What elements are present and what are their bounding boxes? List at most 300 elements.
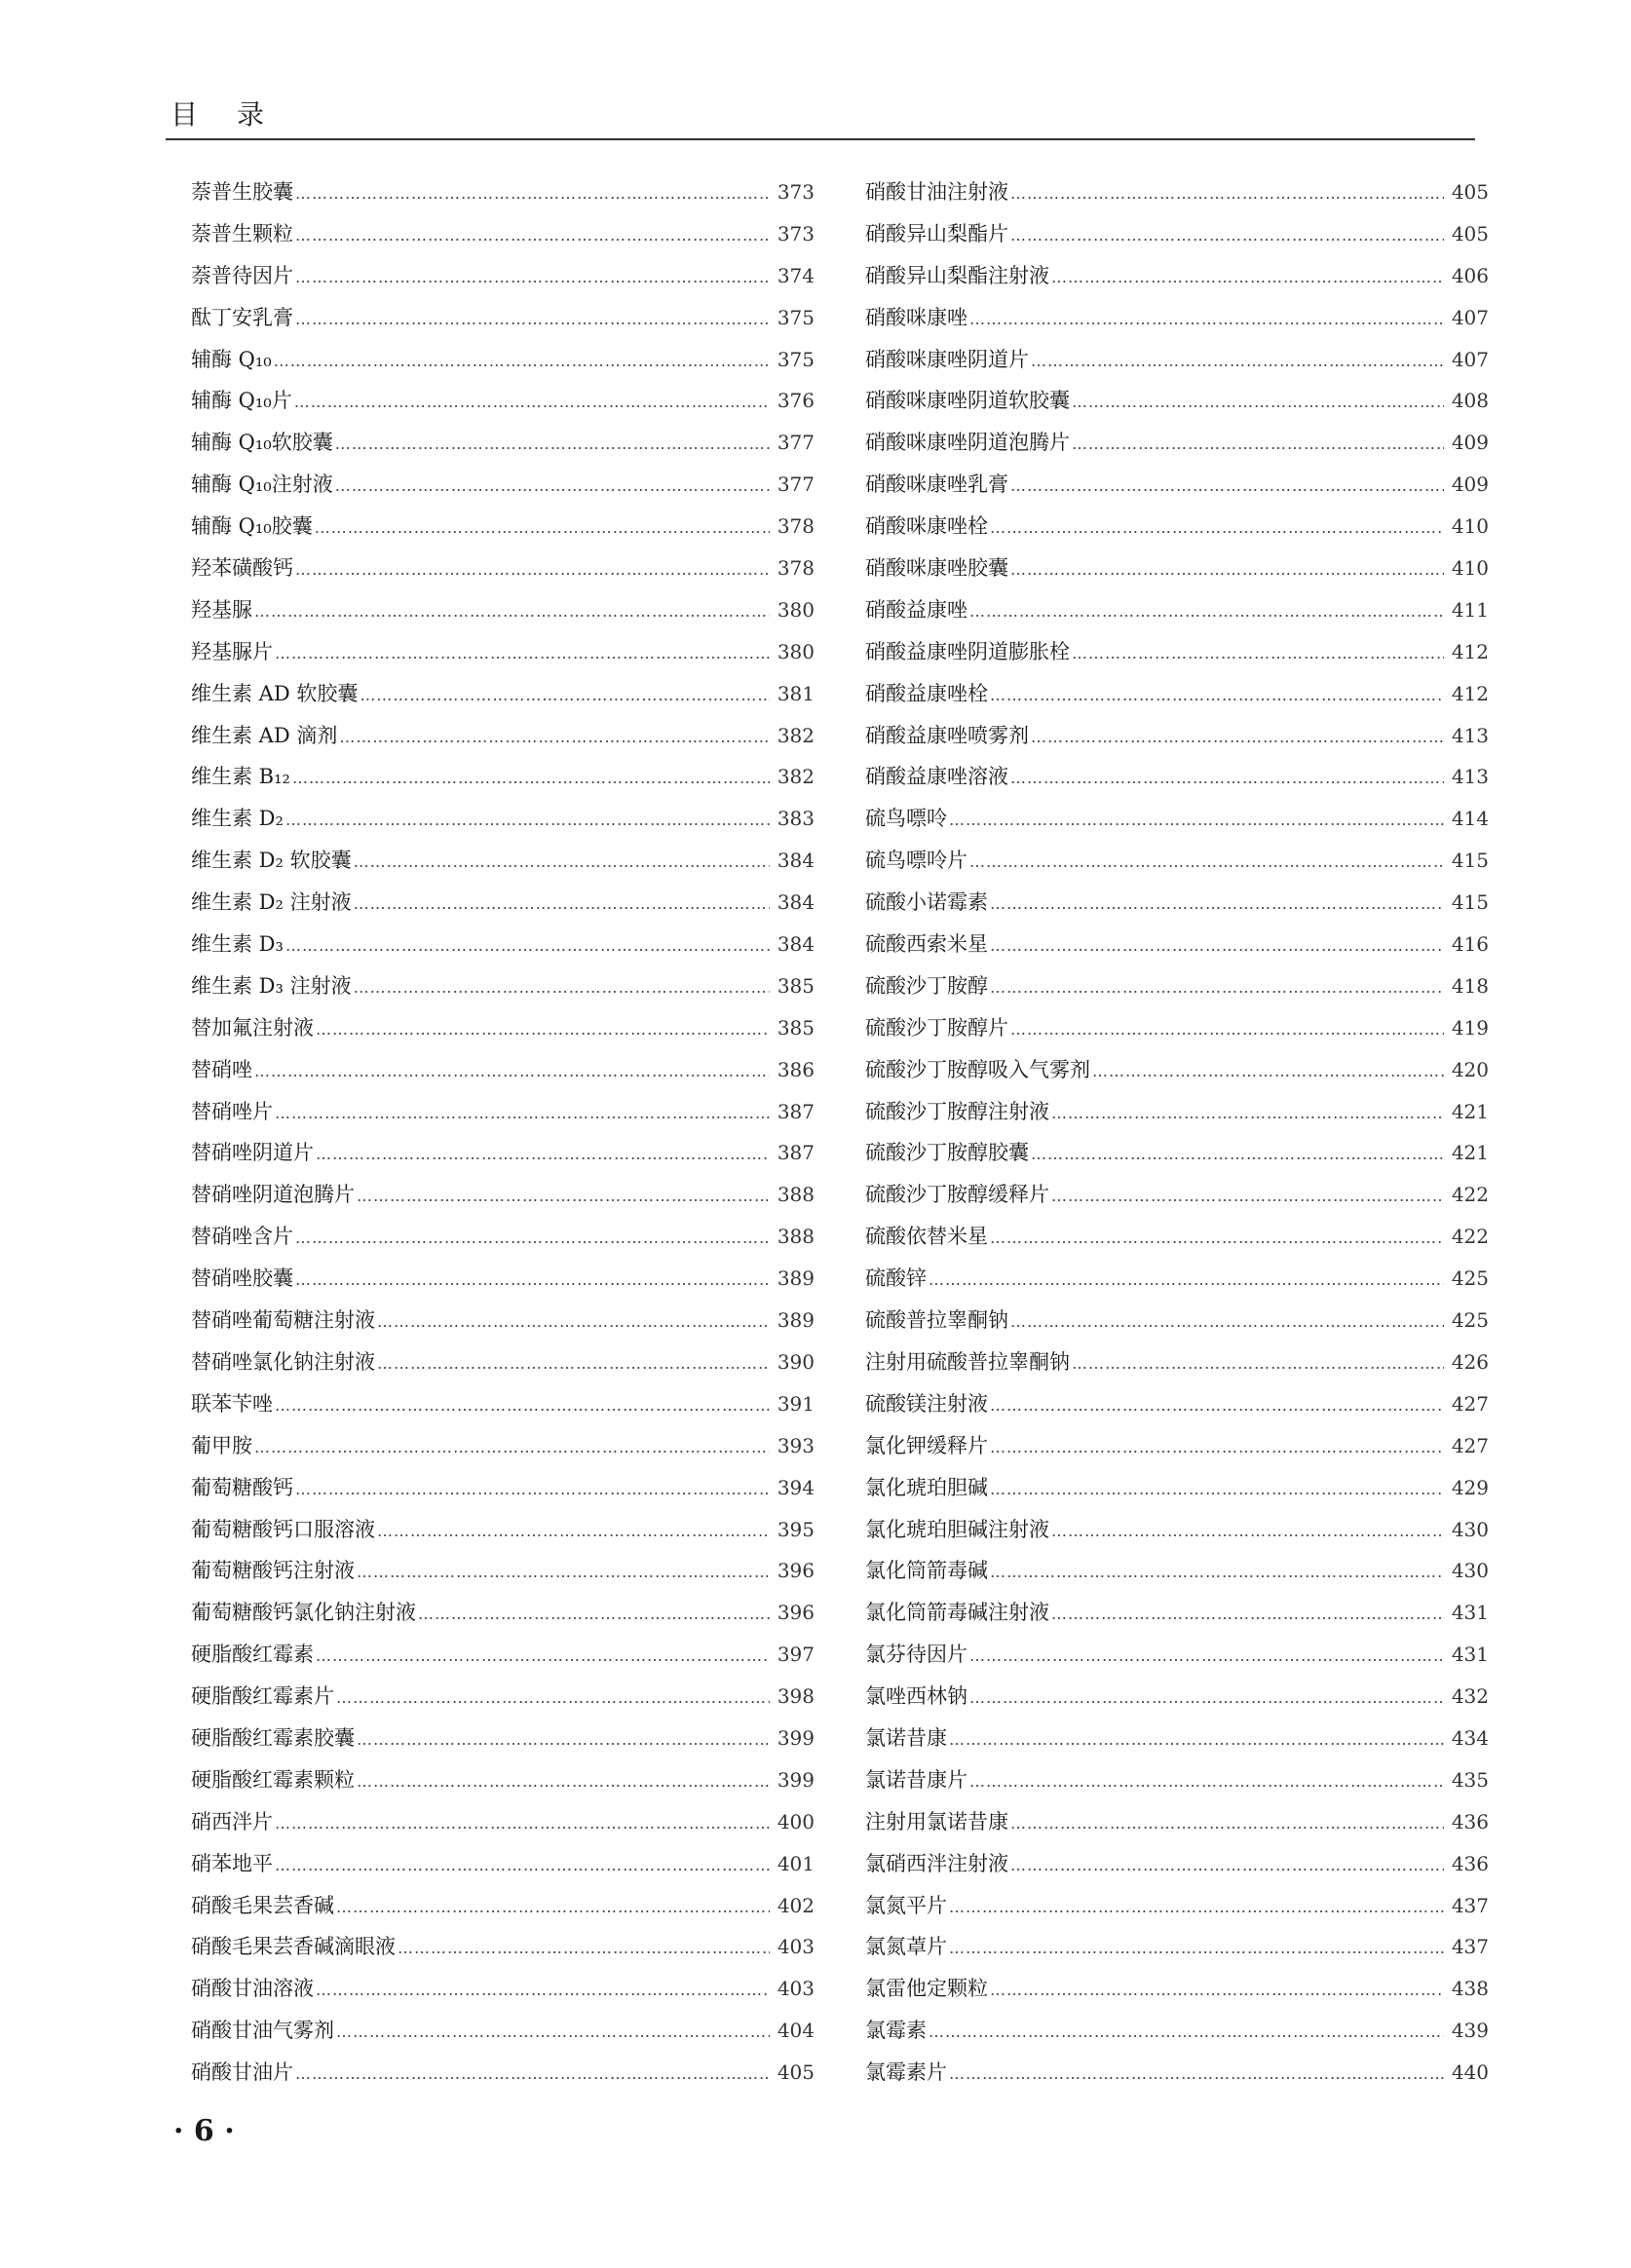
toc-entry-title: 维生素 AD 软胶囊 — [191, 681, 359, 705]
toc-entry-title: 硝酸益康唑栓 — [865, 681, 988, 705]
toc-entry-page: 415 — [1451, 849, 1489, 873]
toc-entry-title: 氯硝西泮注射液 — [865, 1851, 1008, 1875]
toc-entry-page: 422 — [1451, 1183, 1489, 1207]
toc-entry-page: 412 — [1451, 681, 1489, 705]
toc-entry[interactable] — [191, 1555, 815, 1597]
toc-leader-dots — [274, 352, 770, 370]
toc-entry-page: 399 — [777, 1767, 815, 1792]
toc-leader-dots — [335, 435, 770, 453]
toc-entry-page: 409 — [1451, 472, 1489, 497]
toc-entry-title: 维生素 D₃ 注射液 — [191, 973, 352, 998]
toc-entry-title: 硫鸟嘌呤片 — [865, 849, 967, 873]
toc-leader-dots — [295, 268, 770, 286]
toc-leader-dots — [949, 1939, 1444, 1957]
toc-entry-title: 硫酸普拉睾酮钠 — [865, 1308, 1008, 1333]
toc-entry[interactable] — [865, 385, 1489, 427]
toc-entry-title: 氯芬待因片 — [865, 1643, 967, 1667]
toc-leader-dots — [1010, 769, 1444, 787]
toc-entry-title: 替硝唑片 — [191, 1099, 273, 1123]
toc-entry[interactable] — [191, 302, 815, 344]
toc-entry[interactable] — [865, 970, 1489, 1012]
toc-entry[interactable] — [191, 510, 815, 552]
toc-leader-dots — [315, 518, 770, 537]
toc-entry-title: 硫酸沙丁胺醇缓释片 — [865, 1183, 1049, 1207]
toc-entry[interactable] — [191, 594, 815, 636]
toc-entry-page: 380 — [777, 639, 815, 663]
toc-entry[interactable] — [191, 1221, 815, 1263]
toc-entry-title: 硬脂酸红霉素片 — [191, 1684, 334, 1709]
toc-leader-dots — [990, 1228, 1444, 1247]
toc-entry-page: 437 — [1451, 1893, 1489, 1917]
page-header-title: 目录 — [171, 98, 304, 131]
toc-leader-dots — [357, 1563, 770, 1581]
toc-entry[interactable] — [191, 552, 815, 594]
toc-entry-title: 羟苯磺酸钙 — [191, 556, 293, 581]
toc-entry-title: 葡萄糖酸钙 — [191, 1475, 293, 1499]
toc-entry-page: 398 — [777, 1684, 815, 1709]
toc-entry-page: 388 — [777, 1183, 815, 1207]
toc-leader-dots — [1010, 184, 1444, 203]
toc-entry-title: 硫酸小诺霉素 — [865, 890, 988, 915]
toc-entry[interactable] — [865, 803, 1489, 845]
toc-entry-page: 386 — [777, 1057, 815, 1081]
toc-entry[interactable] — [191, 845, 815, 887]
toc-entry-title: 替加氟注射液 — [191, 1015, 314, 1040]
toc-leader-dots — [949, 811, 1444, 829]
toc-entry-page: 430 — [1451, 1559, 1489, 1583]
toc-entry[interactable] — [191, 1472, 815, 1514]
toc-entry-title: 维生素 B₁₂ — [191, 765, 290, 789]
toc-entry-page: 387 — [777, 1099, 815, 1123]
toc-entry[interactable] — [191, 720, 815, 762]
toc-entry-title: 氯化琥珀胆碱 — [865, 1475, 988, 1499]
toc-entry-page: 427 — [1451, 1391, 1489, 1416]
toc-entry-page: 385 — [777, 1015, 815, 1040]
toc-entry[interactable] — [865, 1221, 1489, 1263]
toc-column-right — [865, 176, 1489, 2098]
toc-entry[interactable] — [865, 1137, 1489, 1179]
toc-entry[interactable] — [191, 1388, 815, 1430]
toc-leader-dots — [1092, 1062, 1444, 1080]
toc-entry-page: 389 — [777, 1266, 815, 1291]
toc-entry-title: 萘普生颗粒 — [191, 221, 293, 246]
toc-entry[interactable] — [191, 1890, 815, 1932]
toc-leader-dots — [929, 2022, 1444, 2041]
toc-entry-page: 400 — [777, 1809, 815, 1833]
toc-entry[interactable] — [865, 887, 1489, 928]
toc-entry[interactable] — [191, 2015, 815, 2057]
toc-entry-title: 硝苯地平 — [191, 1851, 273, 1875]
toc-leader-dots — [990, 1480, 1444, 1498]
toc-entry[interactable] — [191, 2057, 815, 2098]
toc-entry-page: 389 — [777, 1308, 815, 1333]
toc-entry[interactable] — [865, 1931, 1489, 1973]
toc-entry-page: 431 — [1451, 1643, 1489, 1667]
toc-entry[interactable] — [865, 427, 1489, 469]
toc-entry[interactable] — [865, 761, 1489, 803]
toc-entry-title: 萘普生胶囊 — [191, 180, 293, 204]
toc-entry-title: 联苯苄唑 — [191, 1391, 273, 1416]
toc-entry[interactable] — [191, 887, 815, 928]
toc-entry-title: 硝酸咪康唑阴道泡腾片 — [865, 431, 1070, 455]
toc-leader-dots — [398, 1939, 770, 1957]
toc-leader-dots — [275, 1856, 770, 1874]
toc-entry-page: 413 — [1451, 765, 1489, 789]
toc-entry[interactable] — [191, 1137, 815, 1179]
toc-entry[interactable] — [191, 1096, 815, 1138]
toc-leader-dots — [295, 560, 770, 579]
toc-entry-page: 413 — [1451, 723, 1489, 747]
toc-entry[interactable] — [191, 1179, 815, 1221]
toc-entry-page: 410 — [1451, 556, 1489, 581]
toc-leader-dots — [377, 1354, 770, 1373]
toc-entry-page: 390 — [777, 1349, 815, 1374]
toc-entry[interactable] — [191, 176, 815, 218]
toc-entry[interactable] — [865, 1764, 1489, 1806]
toc-entry-page: 384 — [777, 849, 815, 873]
toc-entry-title: 辅酶 Q₁₀注射液 — [191, 472, 333, 497]
toc-entry[interactable] — [865, 678, 1489, 720]
toc-entry[interactable] — [191, 344, 815, 386]
toc-entry-title: 维生素 D₃ — [191, 932, 284, 957]
toc-entry[interactable] — [865, 2015, 1489, 2057]
toc-entry[interactable] — [865, 720, 1489, 762]
toc-entry[interactable] — [191, 1263, 815, 1304]
toc-leader-dots — [969, 1646, 1444, 1665]
toc-entry[interactable] — [865, 302, 1489, 344]
toc-entry[interactable] — [865, 1179, 1489, 1221]
toc-entry[interactable] — [865, 1597, 1489, 1639]
toc-leader-dots — [990, 978, 1444, 997]
toc-entry-page: 407 — [1451, 305, 1489, 329]
toc-leader-dots — [969, 852, 1444, 871]
header-divider — [166, 138, 1475, 140]
toc-entry-title: 硝酸益康唑 — [865, 597, 967, 622]
toc-leader-dots — [377, 1522, 770, 1540]
toc-leader-dots — [339, 728, 770, 746]
toc-entry[interactable] — [865, 1096, 1489, 1138]
toc-leader-dots — [1051, 1187, 1444, 1205]
toc-entry[interactable] — [191, 970, 815, 1012]
toc-entry-title: 硝酸甘油片 — [191, 2060, 293, 2085]
toc-entry[interactable] — [191, 1973, 815, 2015]
toc-entry-title: 替硝唑葡萄糖注射液 — [191, 1308, 375, 1333]
toc-entry[interactable] — [865, 1054, 1489, 1096]
toc-entry[interactable] — [865, 510, 1489, 552]
toc-entry[interactable] — [865, 636, 1489, 678]
toc-leader-dots — [254, 1062, 770, 1080]
toc-entry-page: 425 — [1451, 1266, 1489, 1291]
toc-entry-page: 412 — [1451, 639, 1489, 663]
toc-entry-title: 氯霉素片 — [865, 2060, 947, 2085]
toc-entry[interactable] — [191, 803, 815, 845]
toc-entry-page: 432 — [1451, 1684, 1489, 1709]
toc-entry[interactable] — [865, 1388, 1489, 1430]
toc-entry-title: 辅酶 Q₁₀片 — [191, 389, 292, 413]
toc-entry-page: 409 — [1451, 431, 1489, 455]
toc-entry[interactable] — [191, 1304, 815, 1346]
toc-entry-title: 硫酸沙丁胺醇吸入气雾剂 — [865, 1057, 1090, 1081]
toc-entry[interactable] — [865, 1555, 1489, 1597]
toc-entry-title: 硝酸益康唑喷雾剂 — [865, 723, 1029, 747]
toc-entry-title: 氯氮䓬片 — [865, 1935, 947, 1959]
toc-entry-page: 388 — [777, 1225, 815, 1249]
toc-entry-title: 氯化琥珀胆碱注射液 — [865, 1517, 1049, 1541]
toc-entry-page: 385 — [777, 973, 815, 998]
toc-leader-dots — [1010, 1312, 1444, 1331]
toc-leader-dots — [275, 1814, 770, 1833]
toc-entry[interactable] — [865, 344, 1489, 386]
toc-entry[interactable] — [191, 1806, 815, 1848]
toc-entry-page: 373 — [777, 221, 815, 246]
toc-entry-page: 421 — [1451, 1099, 1489, 1123]
toc-entry-title: 硝酸异山梨酯片 — [865, 221, 1008, 246]
toc-leader-dots — [1031, 728, 1444, 746]
toc-entry-title: 硝西泮片 — [191, 1809, 273, 1833]
toc-entry[interactable] — [865, 260, 1489, 302]
toc-entry[interactable] — [865, 1973, 1489, 2015]
toc-entry-page: 377 — [777, 431, 815, 455]
toc-entry[interactable] — [191, 1681, 815, 1722]
toc-entry[interactable] — [191, 1639, 815, 1681]
toc-entry-title: 硝酸咪康唑乳膏 — [865, 472, 1008, 497]
toc-entry[interactable] — [865, 552, 1489, 594]
toc-entry-title: 葡萄糖酸钙注射液 — [191, 1559, 355, 1583]
toc-leader-dots — [285, 936, 770, 955]
toc-entry[interactable] — [191, 218, 815, 260]
toc-entry-title: 硝酸咪康唑胶囊 — [865, 556, 1008, 581]
toc-entry[interactable] — [191, 761, 815, 803]
toc-leader-dots — [336, 1898, 770, 1916]
toc-entry[interactable] — [191, 678, 815, 720]
toc-entry[interactable] — [865, 1639, 1489, 1681]
toc-entry-page: 425 — [1451, 1308, 1489, 1333]
toc-entry-title: 辅酶 Q₁₀胶囊 — [191, 514, 313, 539]
toc-entry-title: 替硝唑 — [191, 1057, 252, 1081]
page-number: · 6 · — [173, 2114, 235, 2148]
toc-entry-title: 硫酸沙丁胺醇片 — [865, 1015, 1008, 1040]
toc-entry[interactable] — [865, 469, 1489, 510]
toc-entry-page: 404 — [777, 2019, 815, 2043]
toc-entry-page: 437 — [1451, 1935, 1489, 1959]
toc-entry-page: 431 — [1451, 1601, 1489, 1625]
toc-leader-dots — [990, 1563, 1444, 1581]
toc-entry-title: 维生素 D₂ 注射液 — [191, 890, 352, 915]
toc-leader-dots — [336, 1688, 770, 1707]
toc-entry-page: 395 — [777, 1517, 815, 1541]
toc-entry-page: 415 — [1451, 890, 1489, 915]
toc-leader-dots — [294, 393, 770, 411]
toc-entry-title: 氯氮平片 — [865, 1893, 947, 1917]
toc-leader-dots — [1010, 476, 1444, 495]
toc-entry[interactable] — [865, 1722, 1489, 1764]
toc-leader-dots — [990, 894, 1444, 913]
toc-leader-dots — [316, 1145, 770, 1163]
toc-entry-page: 429 — [1451, 1475, 1489, 1499]
toc-leader-dots — [254, 1438, 770, 1456]
toc-entry-title: 硫酸沙丁胺醇胶囊 — [865, 1141, 1029, 1165]
toc-leader-dots — [1072, 393, 1444, 411]
toc-leader-dots — [1010, 1814, 1444, 1833]
toc-leader-dots — [969, 1688, 1444, 1707]
toc-leader-dots — [1010, 1020, 1444, 1039]
toc-entry[interactable] — [865, 1681, 1489, 1722]
toc-leader-dots — [1051, 1605, 1444, 1623]
toc-entry-page: 399 — [777, 1725, 815, 1750]
toc-entry-page: 414 — [1451, 807, 1489, 831]
toc-leader-dots — [357, 1772, 770, 1791]
toc-entry[interactable] — [865, 1304, 1489, 1346]
toc-entry[interactable] — [865, 218, 1489, 260]
toc-entry-page: 382 — [777, 765, 815, 789]
toc-leader-dots — [1051, 1522, 1444, 1540]
toc-entry-page: 438 — [1451, 1977, 1489, 2001]
toc-entry-page: 407 — [1451, 347, 1489, 371]
toc-leader-dots — [292, 769, 770, 787]
toc-entry[interactable] — [191, 1764, 815, 1806]
toc-leader-dots — [1072, 644, 1444, 662]
toc-leader-dots — [969, 602, 1444, 621]
toc-entry[interactable] — [191, 427, 815, 469]
toc-entry-page: 394 — [777, 1475, 815, 1499]
toc-entry[interactable] — [865, 1472, 1489, 1514]
toc-entry-page: 374 — [777, 263, 815, 287]
toc-entry-page: 408 — [1451, 389, 1489, 413]
toc-entry[interactable] — [191, 636, 815, 678]
toc-entry[interactable] — [191, 260, 815, 302]
toc-entry-page: 402 — [777, 1893, 815, 1917]
toc-entry-title: 硬脂酸红霉素颗粒 — [191, 1767, 355, 1792]
toc-entry-page: 384 — [777, 932, 815, 957]
toc-entry[interactable] — [191, 1597, 815, 1639]
toc-entry-page: 439 — [1451, 2019, 1489, 2043]
toc-entry-page: 436 — [1451, 1809, 1489, 1833]
toc-entry-page: 387 — [777, 1141, 815, 1165]
toc-entry[interactable] — [865, 845, 1489, 887]
toc-entry-page: 406 — [1451, 263, 1489, 287]
toc-leader-dots — [949, 2064, 1444, 2083]
toc-entry[interactable] — [191, 1722, 815, 1764]
toc-entry-page: 377 — [777, 472, 815, 497]
toc-entry-title: 羟基脲 — [191, 597, 252, 622]
toc-entry-page: 393 — [777, 1433, 815, 1457]
toc-entry-title: 硝酸甘油注射液 — [865, 180, 1008, 204]
toc-leader-dots — [360, 686, 770, 704]
toc-entry-title: 葡萄糖酸钙氯化钠注射液 — [191, 1601, 416, 1625]
toc-entry[interactable] — [865, 1890, 1489, 1932]
toc-entry-page: 426 — [1451, 1349, 1489, 1374]
toc-entry[interactable] — [865, 1514, 1489, 1556]
toc-entry-title: 氯雷他定颗粒 — [865, 1977, 988, 2001]
toc-entry-title: 注射用氯诺昔康 — [865, 1809, 1008, 1833]
toc-leader-dots — [254, 602, 770, 621]
toc-entry-title: 硫酸沙丁胺醇 — [865, 973, 988, 998]
toc-entry[interactable] — [191, 385, 815, 427]
toc-entry[interactable] — [865, 2057, 1489, 2098]
toc-entry-title: 替硝唑阴道片 — [191, 1141, 314, 1165]
toc-entry[interactable] — [865, 594, 1489, 636]
toc-entry-title: 替硝唑阴道泡腾片 — [191, 1183, 355, 1207]
toc-entry[interactable] — [865, 176, 1489, 218]
toc-entry-page: 434 — [1451, 1725, 1489, 1750]
toc-leader-dots — [990, 1396, 1444, 1415]
toc-leader-dots — [990, 936, 1444, 955]
toc-entry-title: 葡萄糖酸钙口服溶液 — [191, 1517, 375, 1541]
toc-leader-dots — [357, 1730, 770, 1749]
toc-entry[interactable] — [191, 1931, 815, 1973]
toc-leader-dots — [1010, 226, 1444, 245]
toc-entry-page: 376 — [777, 389, 815, 413]
toc-entry-title: 维生素 D₂ — [191, 807, 284, 831]
toc-entry-title: 硝酸毛果芸香碱 — [191, 1893, 334, 1917]
toc-entry[interactable] — [191, 1514, 815, 1556]
toc-leader-dots — [1072, 1354, 1444, 1373]
toc-entry[interactable] — [865, 1806, 1489, 1848]
toc-entry-title: 辅酶 Q₁₀软胶囊 — [191, 431, 333, 455]
toc-leader-dots — [969, 310, 1444, 328]
toc-leader-dots — [336, 2022, 770, 2041]
toc-leader-dots — [1072, 435, 1444, 453]
toc-leader-dots — [357, 1187, 770, 1205]
toc-leader-dots — [377, 1312, 770, 1331]
toc-entry[interactable] — [191, 1430, 815, 1472]
toc-entry[interactable] — [191, 1012, 815, 1054]
toc-entry-page: 405 — [1451, 180, 1489, 204]
toc-leader-dots — [354, 894, 770, 913]
toc-entry-page: 421 — [1451, 1141, 1489, 1165]
toc-entry[interactable] — [865, 1848, 1489, 1890]
toc-entry[interactable] — [865, 1430, 1489, 1472]
toc-entry-title: 氯唑西林钠 — [865, 1684, 967, 1709]
toc-entry[interactable] — [865, 928, 1489, 970]
toc-entry-page: 373 — [777, 180, 815, 204]
toc-entry[interactable] — [191, 1346, 815, 1388]
toc-entry-title: 硝酸益康唑阴道膨胀栓 — [865, 639, 1070, 663]
toc-entry-page: 391 — [777, 1391, 815, 1416]
toc-entry[interactable] — [191, 1054, 815, 1096]
toc-entry-title: 替硝唑含片 — [191, 1225, 293, 1249]
toc-entry-title: 硬脂酸红霉素胶囊 — [191, 1725, 355, 1750]
toc-entry-page: 383 — [777, 807, 815, 831]
toc-leader-dots — [1010, 560, 1444, 579]
toc-entry[interactable] — [865, 1012, 1489, 1054]
toc-entry-title: 硝酸咪康唑 — [865, 305, 967, 329]
toc-entry-title: 葡甲胺 — [191, 1433, 252, 1457]
toc-entry-page: 427 — [1451, 1433, 1489, 1457]
toc-entry-title: 硝酸咪康唑阴道软胶囊 — [865, 389, 1070, 413]
toc-leader-dots — [275, 1104, 770, 1122]
toc-entry-page: 382 — [777, 723, 815, 747]
toc-entry-title: 氯诺昔康片 — [865, 1767, 967, 1792]
toc-entry-page: 397 — [777, 1643, 815, 1667]
toc-entry[interactable] — [191, 928, 815, 970]
toc-entry-title: 硫酸锌 — [865, 1266, 927, 1291]
toc-leader-dots — [295, 1228, 770, 1247]
toc-leader-dots — [1051, 268, 1444, 286]
toc-leader-dots — [335, 476, 770, 495]
toc-entry[interactable] — [865, 1346, 1489, 1388]
toc-leader-dots — [295, 1270, 770, 1289]
toc-leader-dots — [949, 1898, 1444, 1916]
toc-entry-title: 硝酸益康唑溶液 — [865, 765, 1008, 789]
toc-entry-title: 硝酸咪康唑阴道片 — [865, 347, 1029, 371]
toc-entry[interactable] — [191, 1848, 815, 1890]
toc-entry-title: 替硝唑胶囊 — [191, 1266, 293, 1291]
toc-entry-title: 硬脂酸红霉素 — [191, 1643, 314, 1667]
toc-entry[interactable] — [865, 1263, 1489, 1304]
toc-leader-dots — [275, 644, 770, 662]
toc-entry[interactable] — [191, 469, 815, 510]
